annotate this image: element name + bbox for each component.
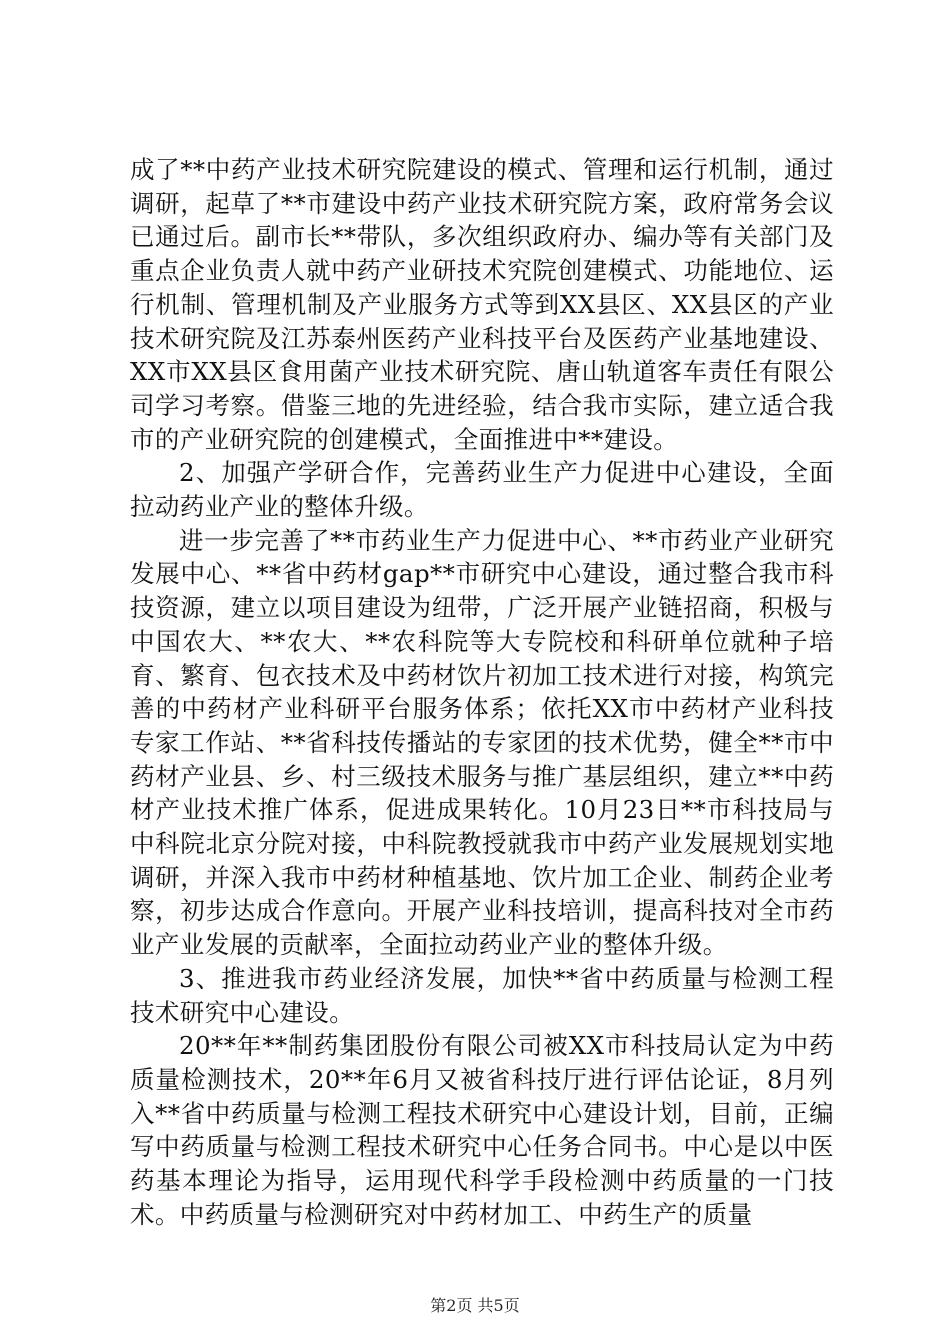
paragraph-section-3: 20**年**制药集团股份有限公司被XX市科技局认定为中药质量检测技术，20**年6月又被省科技厅进行评估论证，8月列入**省中药质量与检测工程技术研究中心建设计划，目前，正编写中药质量与检测工程技术研究中心任务合同书。中心是以中医药基本理论为指导，运用现代科学手段检测中药质量的一门技术。中药质量与检测研究对中药材加工、中药生产的质量 xyxy=(130,1031,834,1229)
document-body xyxy=(130,153,834,1232)
paragraph-section-2: 进一步完善了**市药业生产力促进中心、**市药业产业研究发展中心、**省中药材gap**市研究中心建设，通过整合我市科技资源，建立以项目建设为纽带，广泛开展产业链招商，积极与中国农大、**农大、**农科院等大专院校和科研单位就种子培育、繁育、包衣技术及中药材饮片初加工技术进行对接，构筑完善的中药材产业科研平台服务体系；依托XX市中药材产业科技专家工作站、**省科技传播站的专家团的技术优势，健全**市中药材产业县、乡、村三级技术服务与推广基层组织，建立**中药材产业技术推广体系，促进成果转化。10月23日**市科技局与中科院北京分院对接，中科院教授就我市中药产业发展规划实地调研，并深入我市中药材种植基地、饮片加工企业、制药企业考察，初步达成合作意向。开展产业科技培训，提高科技对全市药业产业发展的贡献率，全面拉动药业产业的整体升级。 xyxy=(130,525,834,960)
page-number-footer: 第2页 共5页 xyxy=(430,1296,520,1315)
section-heading-3: 3、推进我市药业经济发展，加快**省中药质量与检测工程技术研究中心建设。 xyxy=(130,963,834,1027)
section-heading-2: 2、加强产学研合作，完善药业生产力促进中心建设，全面拉动药业产业的整体升级。 xyxy=(130,458,834,522)
paragraph-continuation: 成了**中药产业技术研究院建设的模式、管理和运行机制，通过调研，起草了**市建设中药产业技术研究院方案，政府常务会议已通过后。副市长**带队，多次组织政府办、编办等有关部门及重点企业负责人就中药产业研技术究院创建模式、功能地位、运行机制、管理机制及产业服务方式等到XX县区、XX县区的产业技术研究院及江苏泰州医药产业科技平台及医药产业基地建设、XX市XX县区食用菌产业技术研究院、唐山轨道客车责任有限公司学习考察。借鉴三地的先进经验，结合我市实际，建立适合我市的产业研究院的创建模式，全面推进中**建设。 xyxy=(130,155,834,454)
